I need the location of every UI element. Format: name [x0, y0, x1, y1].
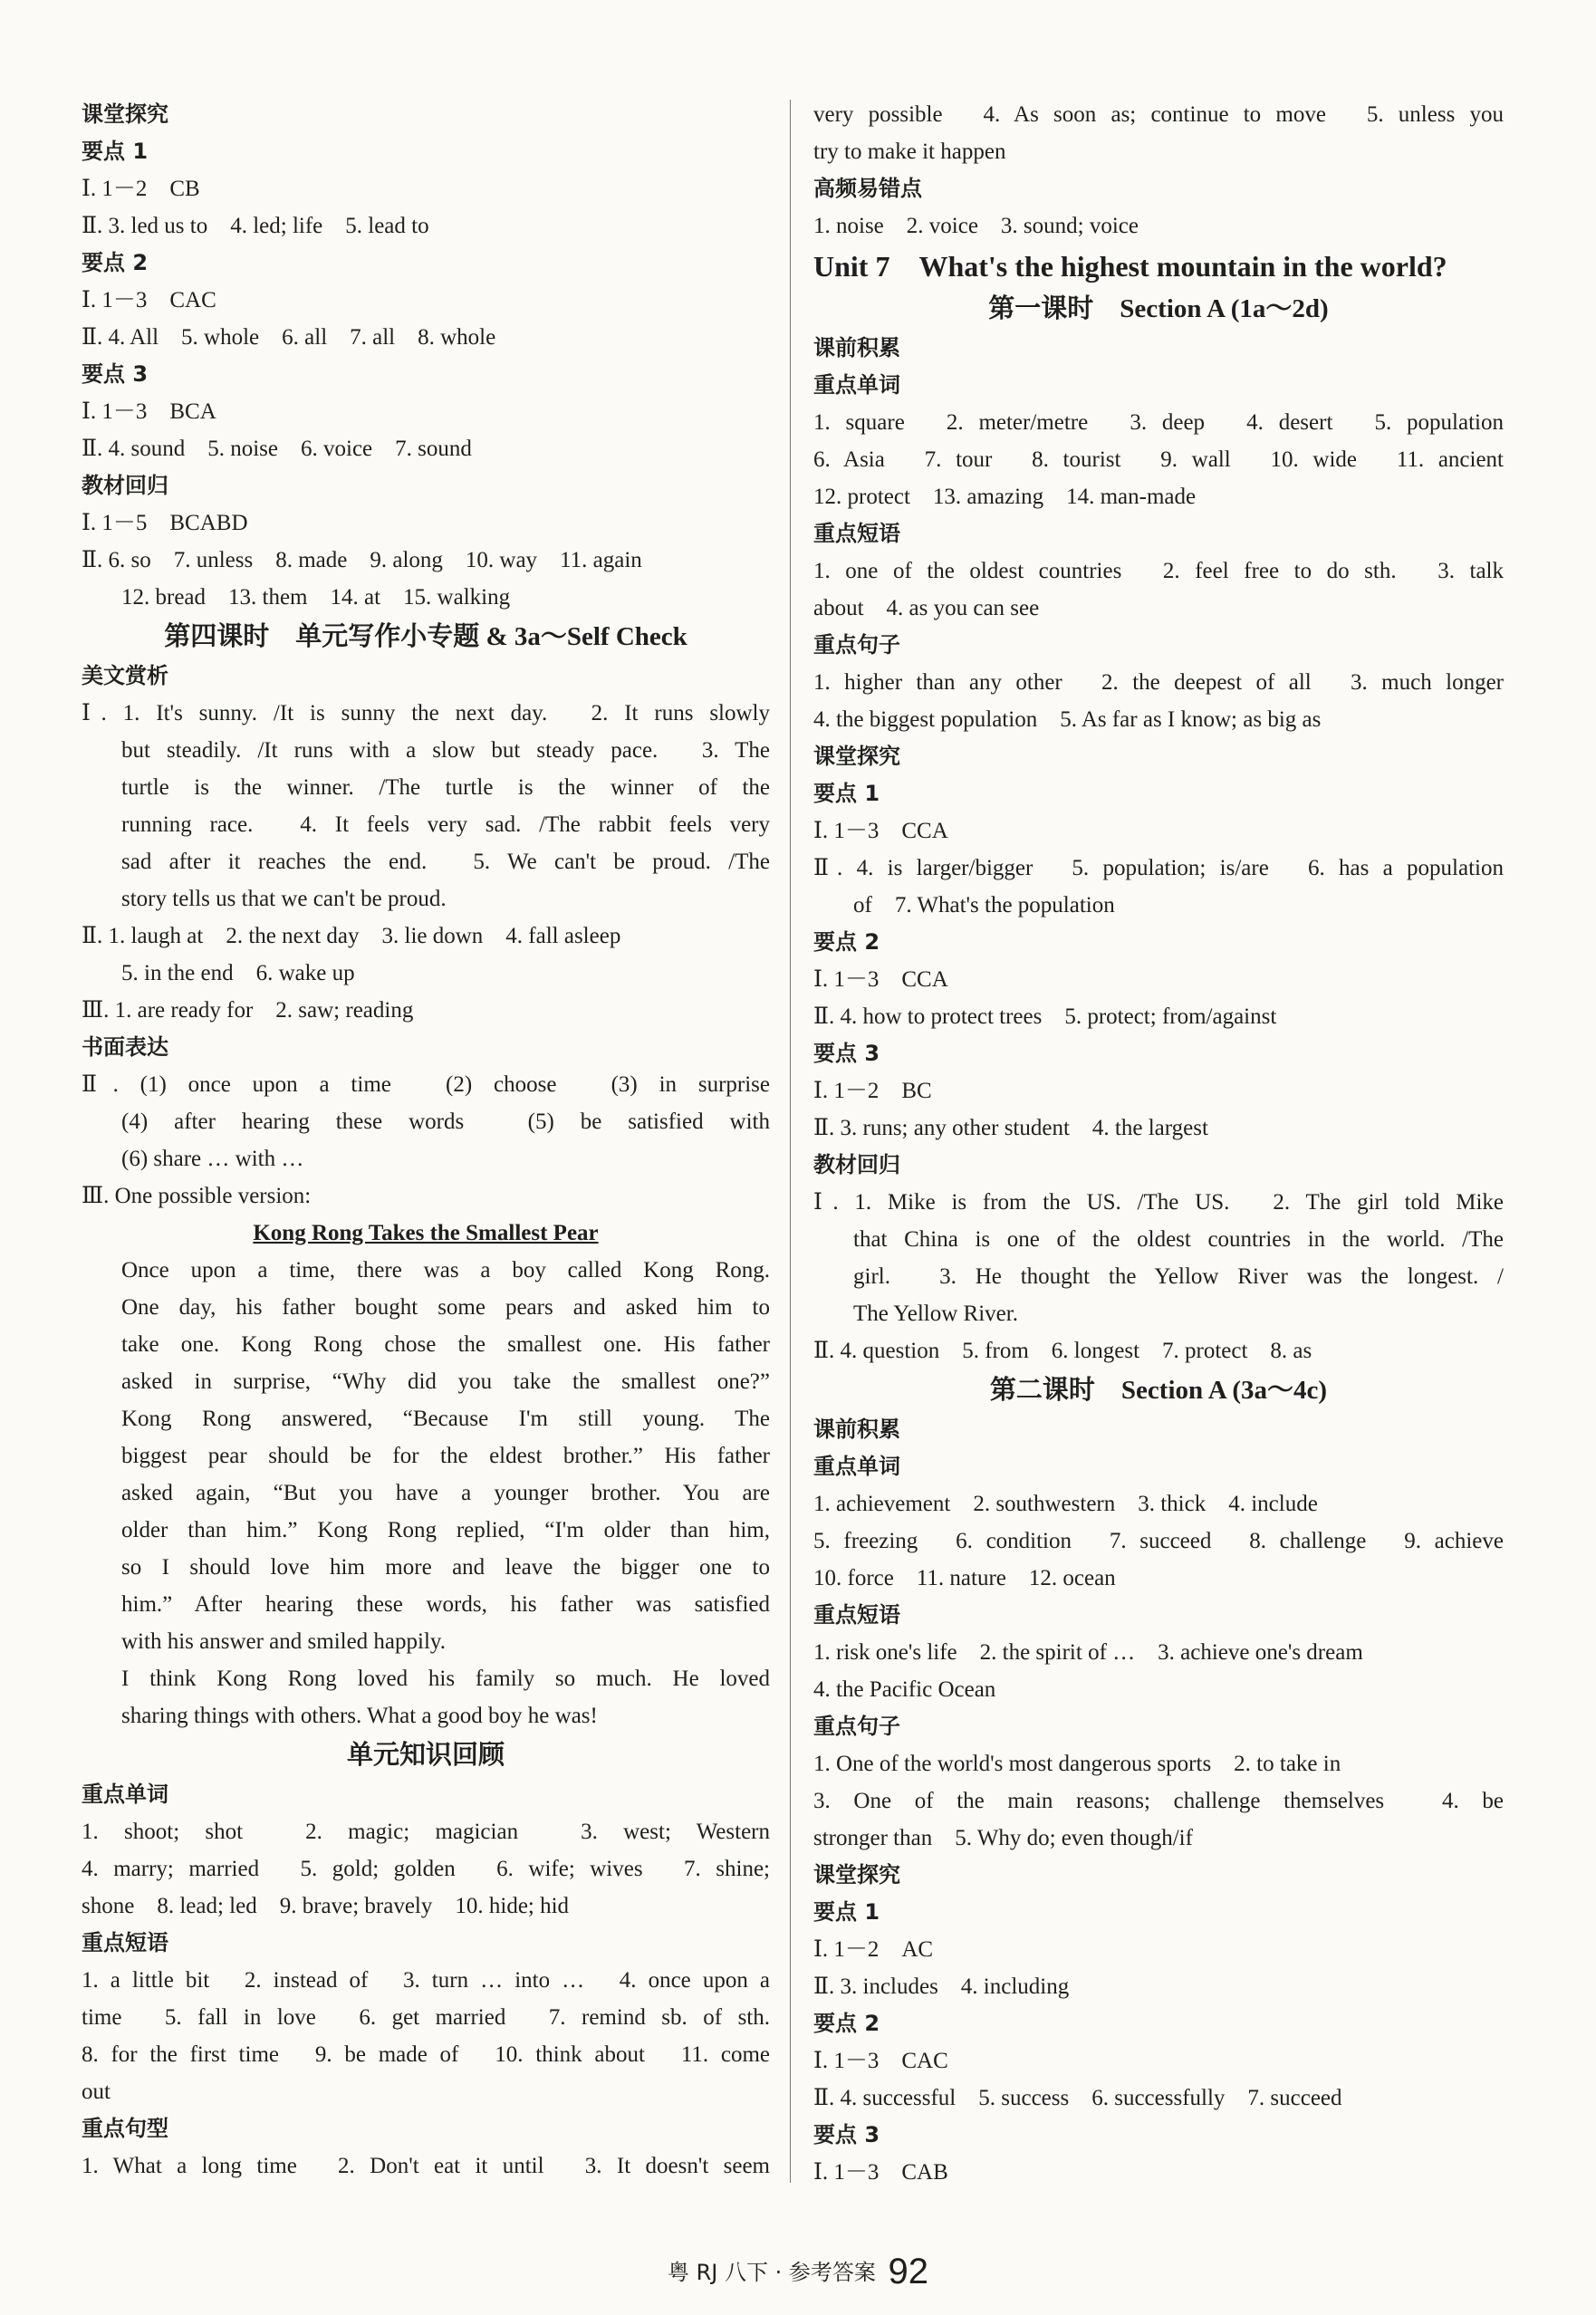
answer-line: (4) after hearing these words (5) be satisfied with	[121, 1109, 770, 1134]
answer-line: Ⅱ. 3. led us to 4. led; life 5. lead to	[82, 214, 429, 238]
answer-line: biggest pear should be for the eldest brother.” His father	[121, 1444, 770, 1468]
answer-line: shone 8. lead; led 9. brave; bravely 10. hide; hid	[82, 1894, 570, 1918]
answer-line: Ⅰ. 1－3 CAC	[82, 288, 216, 312]
answer-line: 12. protect 13. amazing 14. man-made	[813, 485, 1197, 509]
answer-line: Ⅰ. 1－3 CAB	[813, 2160, 948, 2185]
page-number: 92	[888, 2252, 929, 2291]
answer-line: him.” After hearing these words, his father was satisfied	[121, 1592, 770, 1617]
answer-line: Ⅱ. 4. All 5. whole 6. all 7. all 8. whole	[82, 325, 496, 350]
answer-line: 1. What a long time 2. Don't eat it until 3. It doesn't seem	[82, 2154, 770, 2178]
column-divider	[790, 100, 791, 2183]
answer-line: Ⅱ. (1) once upon a time (2) choose (3) in surprise	[82, 1072, 770, 1097]
lesson-title: 单元知识回顾	[346, 1741, 505, 1770]
answer-line: Ⅱ. 4. how to protect trees 5. protect; from/against	[813, 1004, 1277, 1029]
section-heading: 要点 1	[82, 139, 149, 164]
page-footer	[0, 2252, 1596, 2292]
answer-line: Ⅱ. 4. is larger/bigger 5. population; is/are 6. has a population	[813, 856, 1504, 880]
answer-line: asked in surprise, “Why did you take the smallest one?”	[121, 1369, 770, 1394]
section-heading: 高频易错点	[813, 176, 922, 201]
unit-title: Unit 7 What's the highest mountain in the world?	[813, 250, 1447, 283]
answer-line: try to make it happen	[813, 139, 1006, 164]
section-heading: 课堂探究	[813, 1862, 900, 1888]
answer-line: sharing things with others. What a good boy he was!	[121, 1704, 598, 1728]
section-heading: 要点 3	[813, 2122, 880, 2147]
left-column	[82, 96, 770, 2185]
answer-line: 4. the Pacific Ocean	[813, 1677, 996, 1702]
answer-line: 5. in the end 6. wake up	[121, 961, 355, 985]
answer-line: Ⅱ. 4. successful 5. success 6. successfully 7. succeed	[813, 2086, 1342, 2110]
section-heading: 重点短语	[813, 521, 900, 546]
answer-line: Ⅰ. 1. It's sunny. /It is sunny the next day. 2. It runs slowly	[82, 701, 770, 725]
section-heading: 要点 3	[82, 361, 149, 387]
answer-line: 1. one of the oldest countries 2. feel free to do sth. 3. talk	[813, 559, 1504, 583]
answer-line: 4. the biggest population 5. As far as I know; as big as	[813, 707, 1322, 732]
section-heading: 教材回归	[813, 1152, 900, 1177]
answer-line: Ⅰ. 1－3 CCA	[813, 819, 948, 843]
section-heading: 课堂探究	[82, 101, 168, 127]
answer-line: 1. higher than any other 2. the deepest of all 3. much longer	[813, 670, 1504, 695]
section-heading: 要点 3	[813, 1041, 880, 1066]
section-heading: 要点 2	[813, 2011, 880, 2036]
answer-line: 6. Asia 7. tour 8. tourist 9. wall 10. wide 11. ancient	[813, 447, 1504, 472]
answer-line: take one. Kong Rong chose the smallest one. His father	[121, 1332, 770, 1357]
answer-line: 1. achievement 2. southwestern 3. thick 4. include	[813, 1492, 1318, 1516]
answer-line: Ⅰ. 1－2 AC	[813, 1937, 934, 1962]
answer-line: Ⅱ. 6. so 7. unless 8. made 9. along 10. way 11. again	[82, 548, 642, 572]
answer-line: time 5. fall in love 6. get married 7. remind sb. of sth.	[82, 2005, 770, 2030]
section-heading: 教材回归	[82, 473, 168, 498]
answer-line: Ⅰ. 1－3 CCA	[813, 967, 948, 992]
answer-line: but steadily. /It runs with a slow but steady pace. 3. The	[121, 738, 770, 763]
section-heading: 重点句子	[813, 1714, 900, 1739]
section-heading: 重点单词	[813, 1454, 900, 1479]
section-heading: 重点单词	[82, 1782, 168, 1807]
answer-line: 12. bread 13. them 14. at 15. walking	[121, 585, 511, 610]
answer-line: about 4. as you can see	[813, 596, 1040, 620]
section-heading: 重点句型	[82, 2116, 168, 2141]
answer-line: Kong Rong answered, “Because I'm still young. The	[121, 1407, 770, 1431]
answer-line: that China is one of the oldest countries in the world. /The	[853, 1227, 1504, 1252]
answer-line: Ⅲ. 1. are ready for 2. saw; reading	[82, 998, 414, 1023]
answer-line: 3. One of the main reasons; challenge themselves 4. be	[813, 1789, 1504, 1813]
lesson-title: 第二课时 Section A (3a～4c)	[989, 1376, 1328, 1405]
section-heading: 课堂探究	[813, 744, 900, 769]
answer-line: 5. freezing 6. condition 7. succeed 8. challenge 9. achieve	[813, 1529, 1504, 1553]
answer-line: 4. marry; married 5. gold; golden 6. wife; wives 7. shine;	[82, 1857, 770, 1881]
section-heading: 美文赏析	[82, 663, 168, 688]
answer-line: Ⅰ. 1－5 BCABD	[82, 511, 248, 535]
section-heading: 要点 2	[82, 250, 149, 275]
answer-line: girl. 3. He thought the Yellow River was the longest. /	[853, 1264, 1504, 1289]
answer-line: Once upon a time, there was a boy called Kong Rong.	[121, 1258, 770, 1282]
answer-line: out	[82, 2080, 111, 2104]
section-heading: 重点短语	[82, 1930, 168, 1955]
answer-line: Ⅰ. 1－3 CAC	[813, 2049, 948, 2073]
answer-line: Ⅰ. 1－3 BCA	[82, 399, 216, 424]
answer-line: 1. One of the world's most dangerous sports 2. to take in	[813, 1752, 1341, 1776]
section-heading: 书面表达	[82, 1034, 168, 1060]
answer-line: Ⅱ. 3. runs; any other student 4. the largest	[813, 1116, 1208, 1140]
answer-line: asked again, “But you have a younger brother. You are	[121, 1481, 770, 1505]
answer-line: (6) share … with …	[121, 1147, 304, 1171]
section-heading: 要点 1	[813, 1899, 880, 1925]
lesson-title: 第一课时 Section A (1a～2d)	[988, 294, 1329, 323]
composition-title: Kong Rong Takes the Smallest Pear	[253, 1221, 599, 1245]
section-heading: 重点单词	[813, 372, 900, 398]
answer-line: stronger than 5. Why do; even though/if	[813, 1826, 1193, 1850]
answer-line: One day, his father bought some pears and asked him to	[121, 1295, 770, 1320]
answer-line: running race. 4. It feels very sad. /The rabbit feels very	[121, 812, 770, 837]
section-heading: 重点句子	[813, 632, 900, 658]
answer-line: Ⅰ. 1－2 CB	[82, 177, 200, 201]
answer-line: 8. for the first time 9. be made of 10. think about 11. come	[82, 2042, 770, 2067]
answer-line: older than him.” Kong Rong replied, “I'm older than him,	[121, 1518, 770, 1542]
answer-line: 10. force 11. nature 12. ocean	[813, 1566, 1116, 1590]
answer-line: 1. noise 2. voice 3. sound; voice	[813, 214, 1139, 238]
answer-line: Ⅰ. 1. Mike is from the US. /The US. 2. The girl told Mike	[813, 1190, 1504, 1215]
section-heading: 课前积累	[813, 335, 900, 360]
answer-line: very possible 4. As soon as; continue to move 5. unless you	[813, 102, 1504, 127]
right-column	[813, 96, 1504, 2191]
answer-line: Ⅱ. 4. sound 5. noise 6. voice 7. sound	[82, 437, 472, 461]
answer-line: Ⅰ. 1－2 BC	[813, 1079, 932, 1103]
lesson-title: 第四课时 单元写作小专题 & 3a～Self Check	[164, 622, 687, 651]
section-heading: 课前积累	[813, 1417, 900, 1442]
answer-line: story tells us that we can't be proud.	[121, 887, 447, 911]
answer-line: so I should love him more and leave the bigger one to	[121, 1555, 770, 1580]
answer-line: The Yellow River.	[853, 1302, 1018, 1326]
footer-label: 粤 RJ 八下 · 参考答案	[667, 2260, 876, 2285]
answer-line: 1. risk one's life 2. the spirit of … 3. achieve one's dream	[813, 1640, 1363, 1665]
answer-line: Ⅱ. 4. question 5. from 6. longest 7. protect 8. as	[813, 1339, 1312, 1363]
answer-line: sad after it reaches the end. 5. We can't be proud. /The	[121, 850, 770, 874]
answer-line: 1. square 2. meter/metre 3. deep 4. desert 5. population	[813, 410, 1504, 435]
answer-line: with his answer and smiled happily.	[121, 1629, 447, 1654]
answer-line: of 7. What's the population	[853, 893, 1115, 917]
answer-line: I think Kong Rong loved his family so much. He loved	[121, 1667, 770, 1691]
answer-line: Ⅱ. 3. includes 4. including	[813, 1974, 1070, 1999]
answer-line: Ⅲ. One possible version:	[82, 1184, 312, 1208]
answer-line: 1. a little bit 2. instead of 3. turn … into … 4. once upon a	[82, 1968, 770, 1993]
answer-line: 1. shoot; shot 2. magic; magician 3. west; Western	[82, 1820, 770, 1844]
section-heading: 要点 1	[813, 781, 880, 806]
answer-line: Ⅱ. 1. laugh at 2. the next day 3. lie down 4. fall asleep	[82, 924, 621, 948]
answer-line: turtle is the winner. /The turtle is the winner of the	[121, 775, 770, 800]
section-heading: 重点短语	[813, 1602, 900, 1628]
section-heading: 要点 2	[813, 929, 880, 955]
